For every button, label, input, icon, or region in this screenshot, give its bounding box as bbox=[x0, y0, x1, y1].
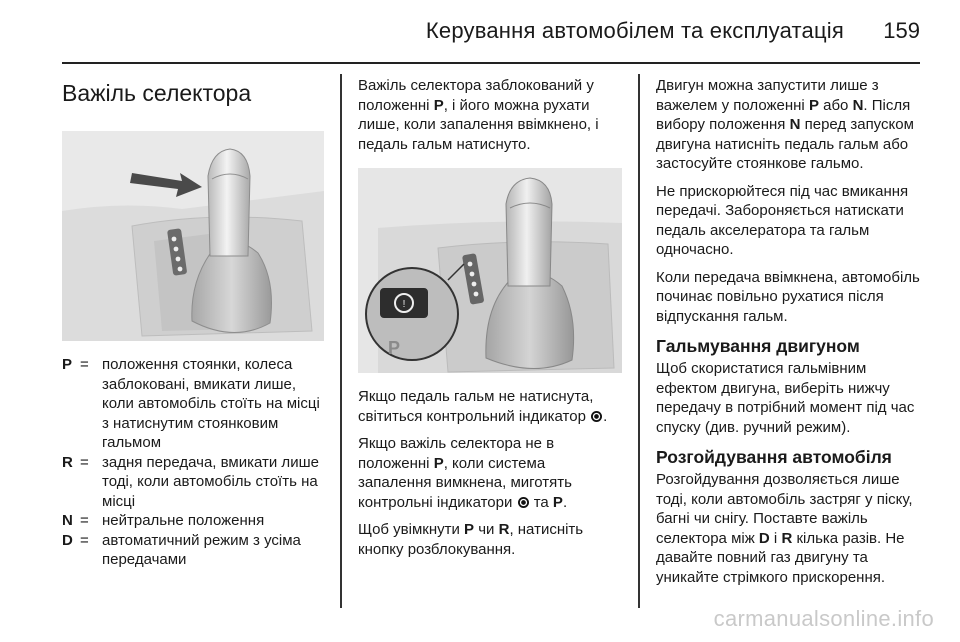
definition-item bbox=[62, 355, 324, 453]
definition-key: D bbox=[62, 531, 73, 549]
paragraph: Двигун можна запустити лише з важелем у положенні P або N. Після вибору положення N перед запуском двигуна натисніть педаль гальм або застосуйте стоянкове гальмо. bbox=[656, 77, 914, 172]
selector-lever-illustration bbox=[62, 131, 324, 341]
definition-equals: = bbox=[80, 356, 89, 373]
paragraph: Якщо педаль гальм не натиснута, світиться контрольний індикатор . bbox=[358, 388, 608, 425]
subsection-heading: Гальмування двигуном bbox=[656, 336, 860, 356]
brake-indicator-illustration bbox=[358, 168, 622, 373]
header-divider bbox=[62, 62, 920, 64]
column-3 bbox=[656, 76, 924, 595]
definition-item bbox=[62, 511, 324, 531]
gear-selector-drawing bbox=[62, 131, 324, 341]
definition-key: N bbox=[62, 512, 73, 529]
watermark: carmanualsonline.info bbox=[713, 606, 934, 631]
definition-equals: = bbox=[80, 453, 89, 471]
column-divider bbox=[340, 74, 342, 608]
paragraph: Щоб скористатися гальмівним ефектом двигуна, виберіть нижчу передачу в потрібний момент під час спуску (див. ручний режим). bbox=[656, 360, 915, 436]
page-number: 159 bbox=[883, 18, 920, 43]
paragraph: Розгойдування дозволяється лише тоді, коли автомобіль застряг у піску, багні чи снігу. Поставте важіль селектора між D і R кілька разів. Не давайте повний газ двигуну та уникайте стрімкого прискорення. bbox=[656, 471, 913, 586]
definition-text: задня передача, вмикати лише тоді, коли автомобіль стоїть на місці bbox=[102, 453, 319, 510]
definition-item bbox=[62, 531, 324, 570]
gear-positions-list bbox=[62, 355, 324, 570]
subsection-heading: Розгойдування автомобіля bbox=[656, 447, 892, 467]
brake-warning-icon bbox=[517, 496, 530, 509]
section-title: Важіль селектора bbox=[62, 80, 252, 106]
figure-letter: P bbox=[388, 338, 401, 358]
paragraph: Важіль селектора заблокований у положенні P, і його можна рухати лише, коли запалення ввімкнено, і педаль гальм натиснуто. bbox=[358, 77, 599, 153]
gear-selector-indicator-drawing bbox=[358, 168, 622, 373]
svg-text:!: ! bbox=[402, 299, 406, 310]
definition-text: нейтральне положення bbox=[102, 512, 265, 529]
paragraph: Не прискорюйтеся під час вмикання передачі. Забороняється натискати педаль акселератора та гальм одночасно. bbox=[656, 182, 909, 258]
definition-key: R bbox=[62, 453, 73, 471]
brake-warning-icon bbox=[590, 410, 603, 423]
column-1 bbox=[62, 76, 324, 570]
definition-item bbox=[62, 453, 324, 512]
page-header-title: Керування автомобілем та експлуатація bbox=[425, 18, 844, 43]
definition-text: положення стоянки, колеса заблоковані, вмикати лише, коли автомобіль стоїть на місці з натиснутим стоянковим гальмом bbox=[102, 356, 320, 451]
paragraph: Якщо важіль селектора не в положенні P, коли система запалення вимкнена, миготять контрольні індикатори та P. bbox=[358, 435, 572, 511]
paragraph: Щоб увімкнути P чи R, натисніть кнопку розблокування. bbox=[358, 521, 584, 558]
definition-text: автоматичний режим з усіма передачами bbox=[102, 531, 301, 568]
column-2 bbox=[358, 76, 622, 567]
definition-equals: = bbox=[80, 512, 89, 529]
definition-key: P bbox=[62, 356, 73, 373]
column-divider bbox=[638, 74, 640, 608]
paragraph: Коли передача ввімкнена, автомобіль починає повільно рухатися після відпускання гальм. bbox=[656, 268, 920, 325]
definition-equals: = bbox=[80, 531, 89, 549]
page-header bbox=[0, 0, 960, 64]
